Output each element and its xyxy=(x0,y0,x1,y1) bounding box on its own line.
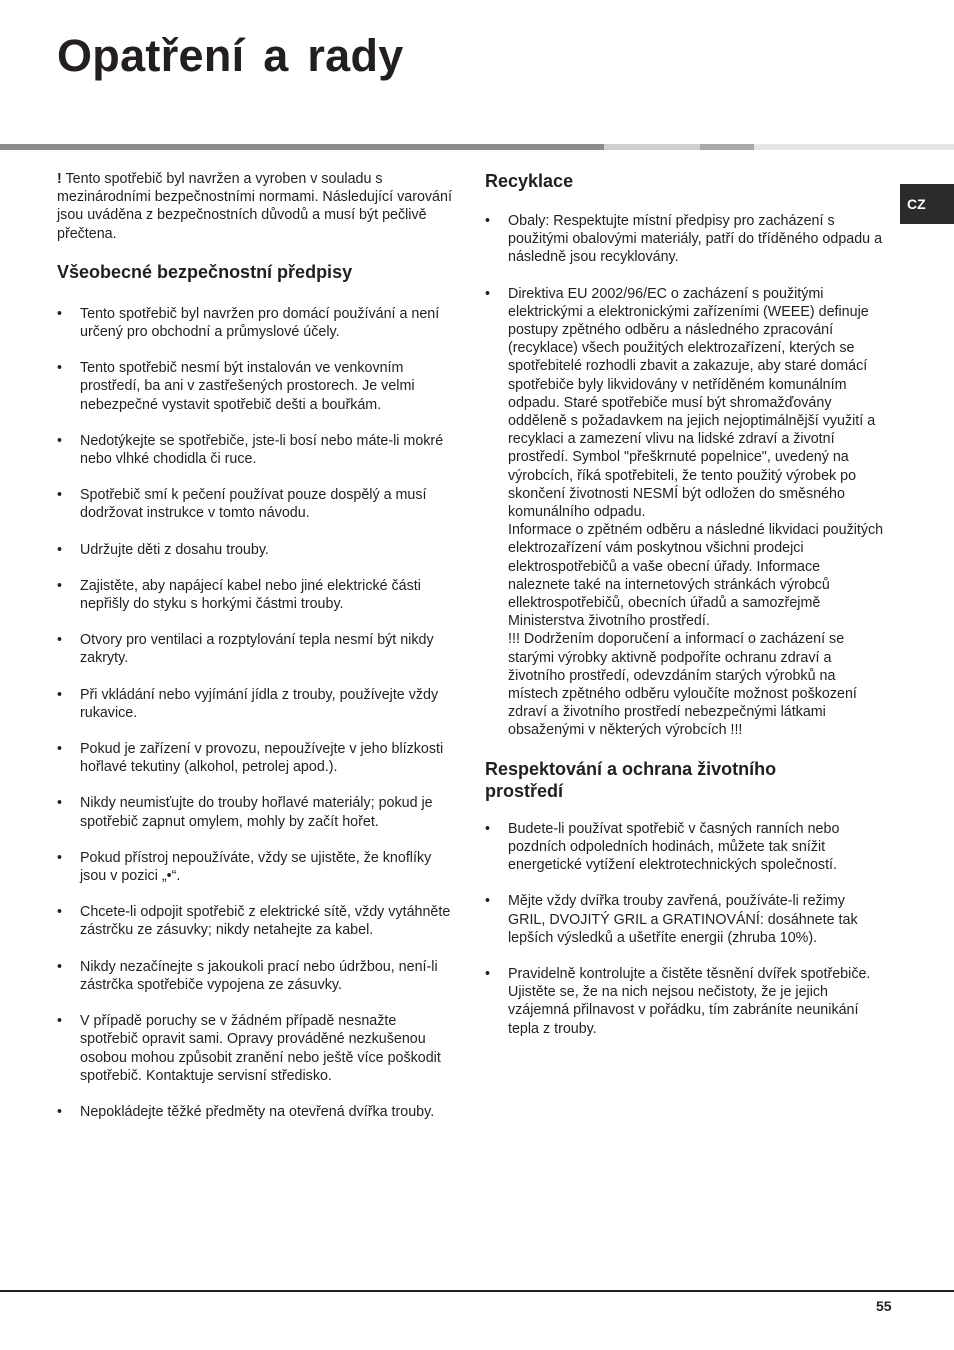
list-item: • Pravidelně kontrolujte a čistěte těsnění dvířek spotřebiče. Ujistěte se, že na nich nejsou nečistoty, že je jejich vzájemná přilnavost v pořádku, tím zabráníte neunikání tepla z trouby. xyxy=(485,965,885,1038)
right-column xyxy=(485,170,885,1038)
list-item: • Nedotýkejte se spotřebiče, jste-li bosí nebo máte-li mokré nebo vlhké chodidla či ruce. xyxy=(57,432,457,468)
list-item: • Tento spotřebič nesmí být instalován ve venkovním prostředí, ba ani v zastřešených prostorech. Je velmi nebezpečné vystavit spotřebič dešti a bouřkám. xyxy=(57,359,457,414)
weee-paragraph: Informace o zpětném odběru a následné likvidaci použitých elektrozařízení vám poskytnou všichni prodejci elektrospotřebičů a vaše obecní úřady. Informace naleznete také na internetových stránkách výrobců ellektrospotřebičů, obecních úřadů a samozřejmě Ministerstva životního prostředí. xyxy=(508,522,884,630)
page-number: 55 xyxy=(876,1298,892,1314)
section-heading-recycling: Recyklace xyxy=(485,171,574,191)
footer-rule xyxy=(0,1290,954,1292)
header-rule xyxy=(0,144,604,150)
header-rule-segment xyxy=(604,144,700,150)
section-heading-safety: Všeobecné bezpečnostní předpisy xyxy=(57,261,353,282)
list-item-weee xyxy=(485,285,885,740)
weee-paragraph: !!! Dodržením doporučení a informací o zacházení se starými výrobky aktivně podpoříte ochranu zdraví a životního prostředí, odevzdáním starých výrobků na místech zpětného odběru vyloučíte možnost poškození zdraví a životního prostředí nebezpečnými látkami obsaženými v některých výrobcích !!! xyxy=(508,631,857,739)
intro-text: Tento spotřebič byl navržen a vyroben v souladu s mezinárodními bezpečnostními normami. Následující varování jsou uváděna z bezpečnostních důvodů a musí být pečlivě přečtena. xyxy=(57,171,452,242)
list-item: • V případě poruchy se v žádném případě nesnažte spotřebič opravit sami. Opravy prováděné nezkušenou osobou mohou způsobit zranění nebo ještě více poškodit spotřebič. Kontaktuje servisní středisko. xyxy=(57,1012,457,1085)
list-item: • Při vkládání nebo vyjímání jídla z trouby, používejte vždy rukavice. xyxy=(57,686,457,722)
list-item: • Budete-li používat spotřebič v časných ranních nebo pozdních odpoledních hodinách, můžete tak snížit energetické vytížení elektrotechnických společností. xyxy=(485,820,885,875)
header-rule-segment xyxy=(700,144,754,150)
page-title: Opatření a rady xyxy=(57,30,404,81)
weee-paragraph: • Direktiva EU 2002/96/EC o zacházení s použitými elektrickými a elektronickými zařízeními (WEEE) definuje postupy zpětného odběru a následného zpracování (recyklace) všech použitých elektrozařízení, kterých se spotřebitelé rozhodli zbavit a zakazuje, aby staré domácí spotřebiče byly likvidovány v netříděném komunálním odpadu. Staré spotřebiče musí být shromažďovány odděleně s požadavkem na jejich nejoptimálnější využití a recyklaci a zamezení vlivu na lidské zdraví a životní prostředí. Symbol "přeškrnuté popelnice", uvedený na výrobcích, říká spotřebiteli, že tento použitý výrobek po skončení životnosti NESMÍ být odložen do směsného komunálního odpadu. xyxy=(508,285,876,521)
list-item: • Obaly: Respektujte místní předpisy pro zacházení s použitými obalovými materiály, patří do tříděného odpadu a následně jsou recyklovány. xyxy=(485,212,885,267)
list-item: • Chcete-li odpojit spotřebič z elektrické sítě, vždy vytáhněte zástrčku ze zásuvky; nikdy netahejte za kabel. xyxy=(57,903,457,939)
list-item: • Pokud je zařízení v provozu, nepoužívejte v jeho blízkosti hořlavé tekutiny (alkohol, petrolej apod.). xyxy=(57,740,457,776)
list-item: • Spotřebič smí k pečení používat pouze dospělý a musí dodržovat instrukce v tomto návodu. xyxy=(57,486,457,522)
list-item: • Pokud přístroj nepoužíváte, vždy se ujistěte, že knoflíky jsou v pozici „•“. xyxy=(57,849,457,885)
list-item: • Nepokládejte těžké předměty na otevřená dvířka trouby. xyxy=(57,1103,457,1121)
list-item: • Nikdy neumisťujte do trouby hořlavé materiály; pokud je spotřebič zapnut omylem, mohly by začít hořet. xyxy=(57,794,457,830)
list-item: • Nikdy nezačínejte s jakoukoli prací nebo údržbou, není-li zástrčka spotřebiče vypojena ze zásuvky. xyxy=(57,958,457,994)
language-tab: CZ xyxy=(900,184,954,224)
environment-list xyxy=(485,820,885,1038)
intro-warning xyxy=(57,170,457,243)
left-column xyxy=(57,170,457,1121)
warning-mark: ! xyxy=(57,171,62,187)
header-rule-segment xyxy=(754,144,954,150)
list-item: • Udržujte děti z dosahu trouby. xyxy=(57,541,457,559)
list-item: • Tento spotřebič byl navržen pro domácí používání a není určený pro obchodní a průmyslové účely. xyxy=(57,305,457,341)
list-item: • Mějte vždy dvířka trouby zavřená, používáte-li režimy GRIL, DVOJITÝ GRIL a GRATINOVÁNÍ: dosáhnete tak lepších výsledků a ušetříte energii (zhruba 10%). xyxy=(485,892,885,947)
section-heading-environment: Respektování a ochrana životního prostředí xyxy=(485,758,777,801)
list-item: • Zajistěte, aby napájecí kabel nebo jiné elektrické části nepřišly do styku s horkými částmi trouby. xyxy=(57,577,457,613)
list-item: • Otvory pro ventilaci a rozptylování tepla nesmí být nikdy zakryty. xyxy=(57,631,457,667)
safety-list xyxy=(57,305,457,1121)
recycling-list xyxy=(485,212,885,740)
